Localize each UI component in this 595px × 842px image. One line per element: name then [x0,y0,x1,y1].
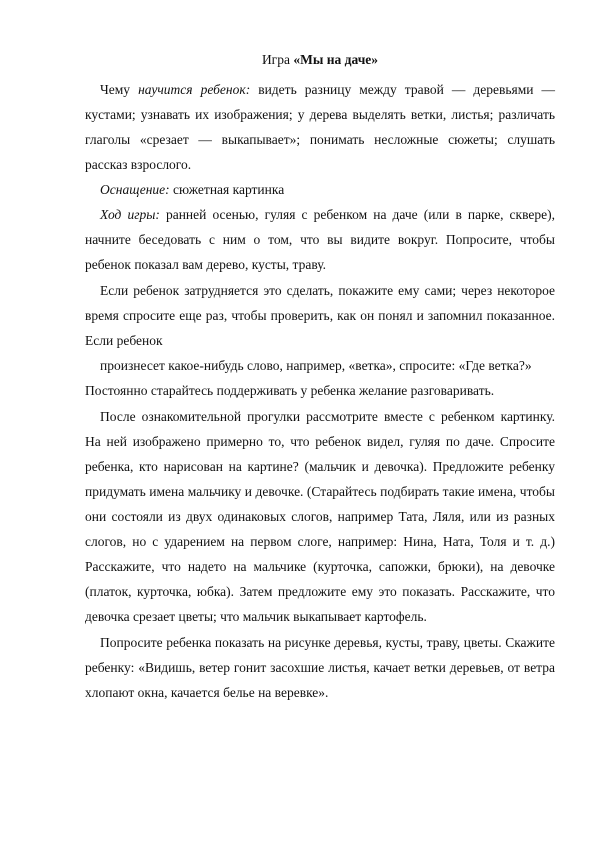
equipment-label: Оснащение: [100,182,170,197]
paragraph-wind: Попросите ребенка показать на рисунке деревья, кусты, траву, цветы. Скажите ребенку: «Видишь, ветер гонит засохшие листья, качает ветки деревьев, от ветра хлопают окна, качается белье на веревке». [85,635,555,700]
goal-label: научится ребенок: [138,82,251,97]
equipment-paragraph [85,177,555,202]
procedure-text: ранней осенью, гуляя с ребенком на даче (или в парке, сквере), начните беседовать с ним о том, что вы видите вокруг. Попросите, чтобы ребенок показал вам дерево, кусты, траву. [85,207,555,272]
paragraph-encourage: Постоянно старайтесь поддерживать у ребенка желание разговаривать. [85,383,495,398]
document-page [85,50,555,705]
goal-text: видеть разницу между травой — деревьями — кустами; узнавать их изображения; у дерева выделять ветки, листья; различать глаголы «срезает — выкапывает»; понимать несложные сюжеты; слушать рассказ взрослого. [85,82,556,172]
paragraph-difficulty: Если ребенок затрудняется это сделать, покажите ему сами; через некоторое время спросите еще раз, чтобы проверить, как он понял и запомнил показанное. Если ребенок [85,283,555,348]
procedure-paragraph [85,202,555,277]
goal-lead: Чему [100,82,139,97]
goal-paragraph [85,77,555,177]
page-title [85,50,555,70]
procedure-label: Ход игры: [100,207,160,222]
title-prefix: Игра [261,52,294,67]
paragraph-word-example: произнесет какое-нибудь слово, например, «ветка», спросите: «Где ветка?» [100,358,532,373]
equipment-text: сюжетная картинка [169,182,285,197]
title-game-name: «Мы на даче» [293,52,379,67]
paragraph-picture: После ознакомительной прогулки рассмотрите вместе с ребенком картинку. На ней изображено примерно то, что ребенок видел, гуляя по даче. Спросите ребенка, кто нарисован на картине? (мальчик и девочка). Предложите ребенку придумать имена мальчику и девочке. (Старайтесь подбирать такие имена, чтобы они состояли из двух одинаковых слогов, например Тата, Ляля, или из разных слогов, но с ударением на первом слоге, например: Нина, Ната, Толя и т. д.) Расскажите, что надето на мальчике (курточка, сапожки, брюки), на девочке (платок, курточка, юбка). Затем предложите ему это показать. Расскажите, что девочка срезает цветы; что мальчик выкапывает картофель. [85,409,555,624]
